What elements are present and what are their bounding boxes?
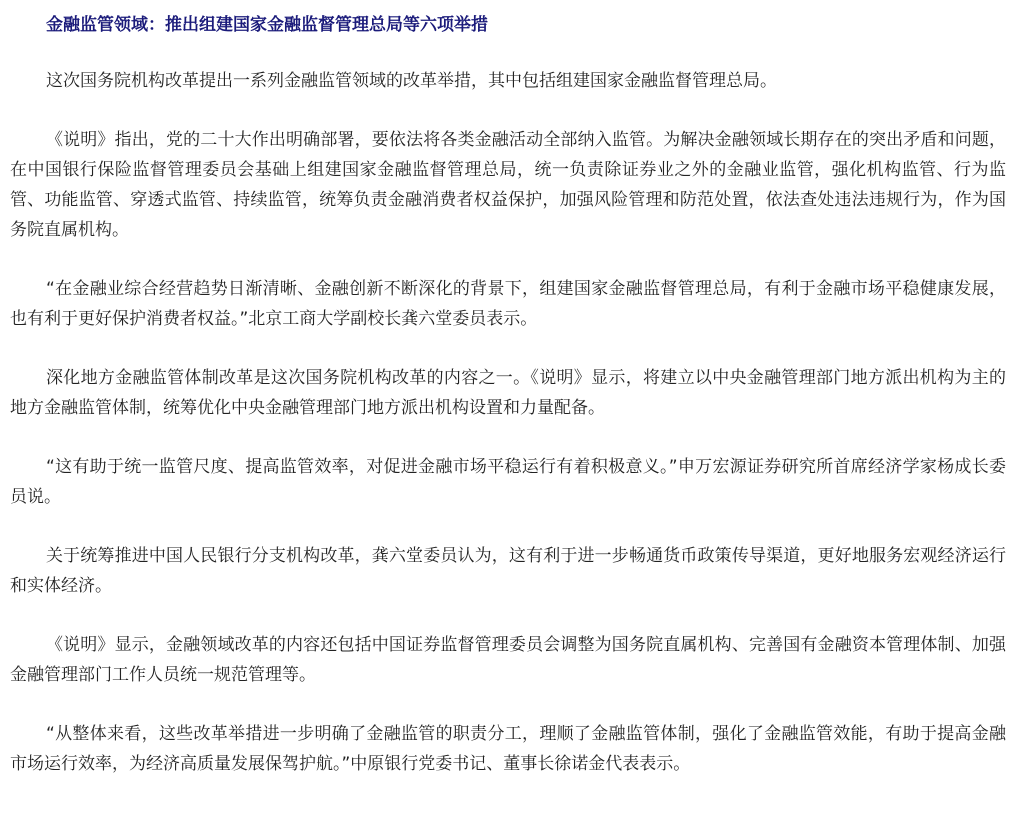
paragraph-2: 《说明》指出，党的二十大作出明确部署，要依法将各类金融活动全部纳入监管。为解决金融领域长期存在的突出矛盾和问题，在中国银行保险监督管理委员会基础上组建国家金融监督管理总局，统一负责除证券业之外的金融业监管，强化机构监管、行为监管、功能监管、穿透式监管、持续监管，统筹负责金融消费者权益保护，加强风险管理和防范处置，依法查处违法违规行为，作为国务院直属机构。 bbox=[10, 130, 1006, 240]
paragraph-7: 《说明》显示，金融领域改革的内容还包括中国证券监督管理委员会调整为国务院直属机构、完善国有金融资本管理体制、加强金融管理部门工作人员统一规范管理等。 bbox=[10, 635, 1006, 685]
paragraph-1: 这次国务院机构改革提出一系列金融监管领域的改革举措，其中包括组建国家金融监督管理总局。 bbox=[46, 71, 777, 91]
paragraph-3: “在金融业综合经营趋势日渐清晰、金融创新不断深化的背景下，组建国家金融监督管理总局，有利于金融市场平稳健康发展，也有利于更好保护消费者权益。”北京工商大学副校长龚六堂委员表示。 bbox=[10, 279, 1006, 329]
paragraph-4: 深化地方金融监管体制改革是这次国务院机构改革的内容之一。《说明》显示，将建立以中央金融管理部门地方派出机构为主的地方金融监管体制，统筹优化中央金融管理部门地方派出机构设置和力量配备。 bbox=[10, 368, 1006, 418]
paragraph-6: 关于统筹推进中国人民银行分支机构改革，龚六堂委员认为，这有利于进一步畅通货币政策传导渠道，更好地服务宏观经济运行和实体经济。 bbox=[10, 546, 1006, 596]
paragraph-8: “从整体来看，这些改革举措进一步明确了金融监管的职责分工，理顺了金融监管体制，强化了金融监管效能，有助于提高金融市场运行效率，为经济高质量发展保驾护航。”中原银行党委书记、董事长徐诺金代表表示。 bbox=[10, 724, 1006, 774]
paragraph-5: “这有助于统一监管尺度、提高监管效率，对促进金融市场平稳运行有着积极意义。”申万宏源证券研究所首席经济学家杨成长委员说。 bbox=[10, 457, 1006, 507]
article-heading: 金融监管领域：推出组建国家金融监督管理总局等六项举措 bbox=[46, 15, 488, 35]
